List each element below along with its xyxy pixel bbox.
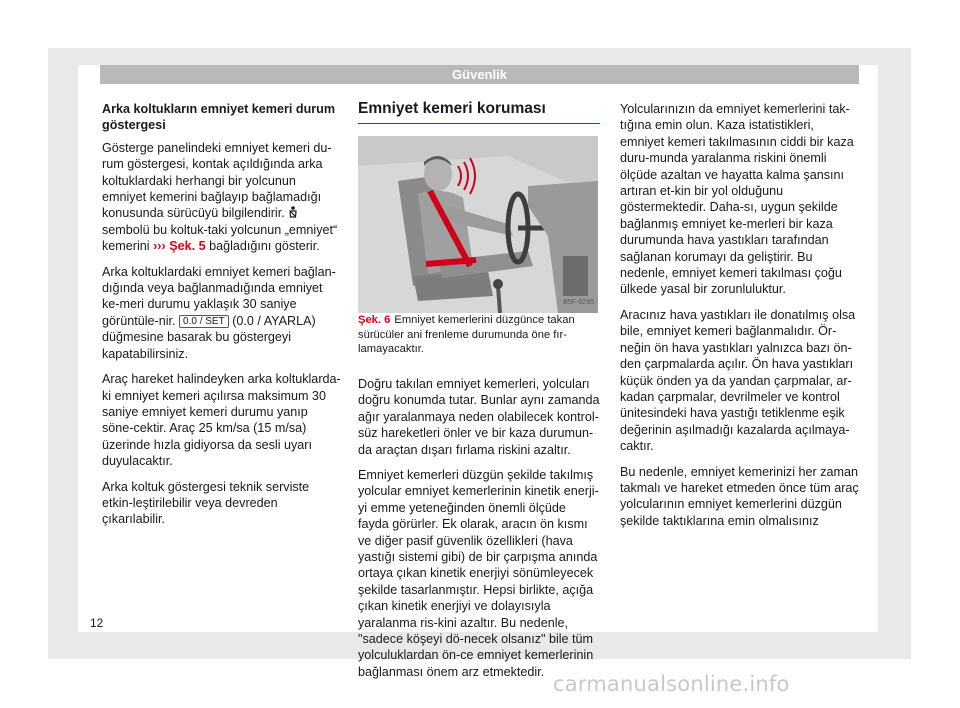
paragraph: Arka koltuk göstergesi teknik serviste etkin-leştirilebilir veya devreden çıkarılabilir. [102,479,310,527]
site-watermark: carmanualsonline.info [553,672,790,696]
figure-code: B5F-0295 [563,299,594,306]
section-header: Güvenlik [100,65,859,84]
paragraph: Araç hareket halindeyken arka koltuklarda-ki emniyet kemeri açılırsa maksimum 30 saniye emniyet kemeri durumu yanıp söne-cektir. Araç 25 km/sa (15 m/sa) üzerinde hızla gidiyorsa da sesli uyarı duyulacaktır. [102,372,341,469]
paragraph: Doğru takılan emniyet kemerleri, yolcuları doğru konumda tutar. Bunlar aynı zamanda ağır yaralanmaya neden olabilecek kontrol-süz hareketleri önler ve bir kaza durumun-da araçtan dışarı fırlama riskini azaltır. [358,376,600,457]
paragraph: Bu nedenle, emniyet kemerinizi her zaman takmalı ve hareket etmeden önce tüm araç yolcularının emniyet kemerlerini düzgün şekilde taktıklarına emin olmalısınız [620,464,859,528]
ref-arrows: ››› [153,239,166,254]
paragraph: Gösterge panelindeki emniyet kemeri du-rum göstergesi, kontak açıldığında arka koltuklardaki herhangi bir yolcunun emniyet kemerini bağlayıp bağlamadığı konusunda sürücüyü bilgilendirir. sembolü bu koltuk-taki yolcunun „emniyet“ kemerini ››› Şek. 5 bağladığını gösterir. [102,140,338,254]
figure-caption: Şek. 6 Emniyet kemerlerini düzgünce takan sürücüler ani frenleme durumunda öne fır-lamayacaktır. [358,314,575,356]
paragraph: Emniyet kemerleri düzgün şekilde takılmış yolcular emniyet kemerlerinin kinetik enerji-yi emme yeteneğinden önemli ölçüde fayda görürler. Ek olarak, aracın ön kısmı ve diğer pasif güvenlik özellikleri (hava yastığı sistemi gibi) de bir çarpışma anında ortaya çıkan kinetik enerjiyi sönümleyecek şekilde tasarlanmıştır. Hepsi birlikte, açığa çıkan kinetik enerjiyi ve dolayısıyla yaralanma ris-kini azaltır. Bu nedenle, "sadece köşeyi dö-necek olsanız" bile tüm yolculuklardan ön-ce emniyet kemerlerinin bağlanması önem arz etmektedir. [358,467,599,679]
figure-driver-seatbelt [358,136,598,313]
column-right [620,101,860,538]
figure-label: Şek. 6 [358,314,391,327]
paragraph: Yolcularınızın da emniyet kemerlerini tak-tığına emin olun. Kaza istatistikleri, emniyet kemeri takılmasının ciddi bir kaza duru-munda yaralanma riskini önemli ölçüde azaltan ve hayatta kalma şansını artıran et-kin bir yol olduğunu göstermektedir. Daha-sı, uygun şekilde bağlanmış emniyet ke-merleri bir kaza durumunda hava yastıkları tarafından sağlanan korumayı da geliştirir. Bu nedenle, emniyet kemeri takılması çoğu ülkede yasal bir zorunluluktur. [620,102,854,297]
column-middle [358,101,600,689]
driver-illustration [358,136,598,313]
paragraph: Aracınız hava yastıkları ile donatılmış olsa bile, emniyet kemeri bağlanmalıdır. Ör-neğin ön hava yastıkları yalnızca bazı ön-den çarpmalarda açılır. Ön hava yastıkları küçük önden ya da yandan çarpmalar, ar-kadan çarpmalar, devrilmeler ve kontrol ünitesindeki hava yastığı tetiklenme eşik değerinin aşılmadığı kazalarda açılmaya-caktır. [620,307,856,454]
set-button-symbol: 0.0 / SET [179,315,229,328]
rear-belt-indicator-heading: Arka koltukların emniyet kemeri durum göstergesi [102,102,336,133]
seatbelt-icon [288,206,298,219]
column-left [102,101,342,537]
section-title: Emniyet kemeri koruması [358,101,600,124]
page-number: 12 [90,616,104,630]
paragraph: Arka koltuklardaki emniyet kemeri bağlan-dığında veya bağlanmadığında emniyet ke-meri durumu yaklaşık 30 saniye görüntüle-nir. 0.0 / SET (0.0 / AYARLA) düğmesine basarak bu göstergeyi kapatabilirsiniz. [102,264,336,361]
figure-link[interactable]: Şek. 5 [169,239,206,254]
